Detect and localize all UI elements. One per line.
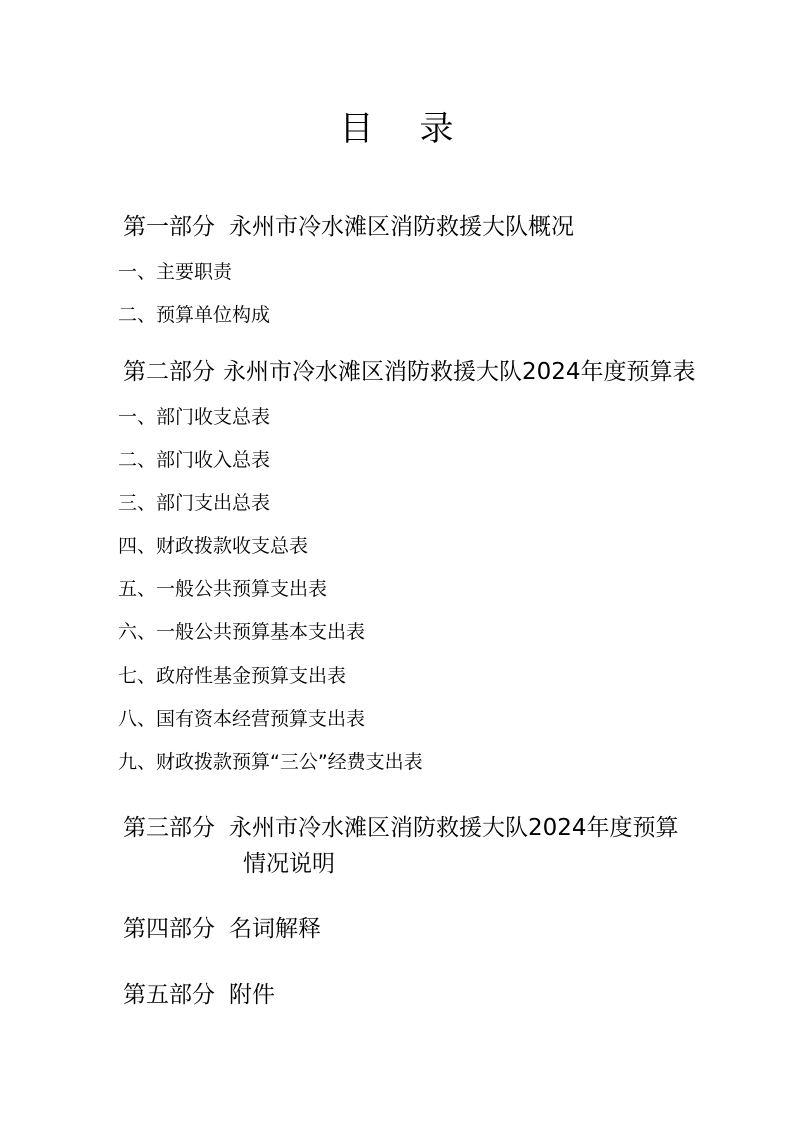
toc-part4[interactable] [123, 913, 321, 945]
part3-title: 永州市冷水滩区消防救援大队2024年度预算 [229, 815, 679, 841]
part1-label: 第一部分 [123, 214, 215, 240]
toc-part2[interactable] [123, 356, 696, 388]
toc-item[interactable]: 四、财政拨款收支总表 [118, 535, 309, 557]
toc-part5[interactable] [123, 979, 275, 1011]
toc-item[interactable]: 二、部门收入总表 [118, 449, 271, 471]
toc-part1[interactable] [123, 211, 574, 243]
toc-item[interactable]: 七、政府性基金预算支出表 [118, 665, 347, 687]
toc-part3[interactable] [123, 812, 679, 844]
part3-label: 第三部分 [123, 815, 215, 841]
part4-label: 第四部分 [123, 916, 215, 942]
toc-item[interactable]: 一、主要职责 [118, 261, 233, 283]
toc-item[interactable]: 一、部门收支总表 [118, 406, 271, 428]
part5-title: 附件 [229, 982, 275, 1008]
toc-item[interactable]: 六、一般公共预算基本支出表 [118, 621, 366, 643]
toc-item[interactable]: 三、部门支出总表 [118, 492, 271, 514]
toc-item[interactable]: 五、一般公共预算支出表 [118, 578, 328, 600]
part4-title: 名词解释 [229, 916, 321, 942]
toc-item[interactable]: 八、国有资本经营预算支出表 [118, 708, 366, 730]
page-title: 目录 [339, 109, 500, 149]
toc-item[interactable]: 二、预算单位构成 [118, 304, 271, 326]
part1-title: 永州市冷水滩区消防救援大队概况 [229, 214, 574, 240]
toc-item[interactable]: 九、财政拨款预算“三公”经费支出表 [118, 751, 423, 773]
part2-title: 永州市冷水滩区消防救援大队2024年度预算表 [223, 359, 696, 385]
part3-title-continued: 情况说明 [243, 851, 335, 877]
part2-label: 第二部分 [123, 359, 215, 385]
part5-label: 第五部分 [123, 982, 215, 1008]
